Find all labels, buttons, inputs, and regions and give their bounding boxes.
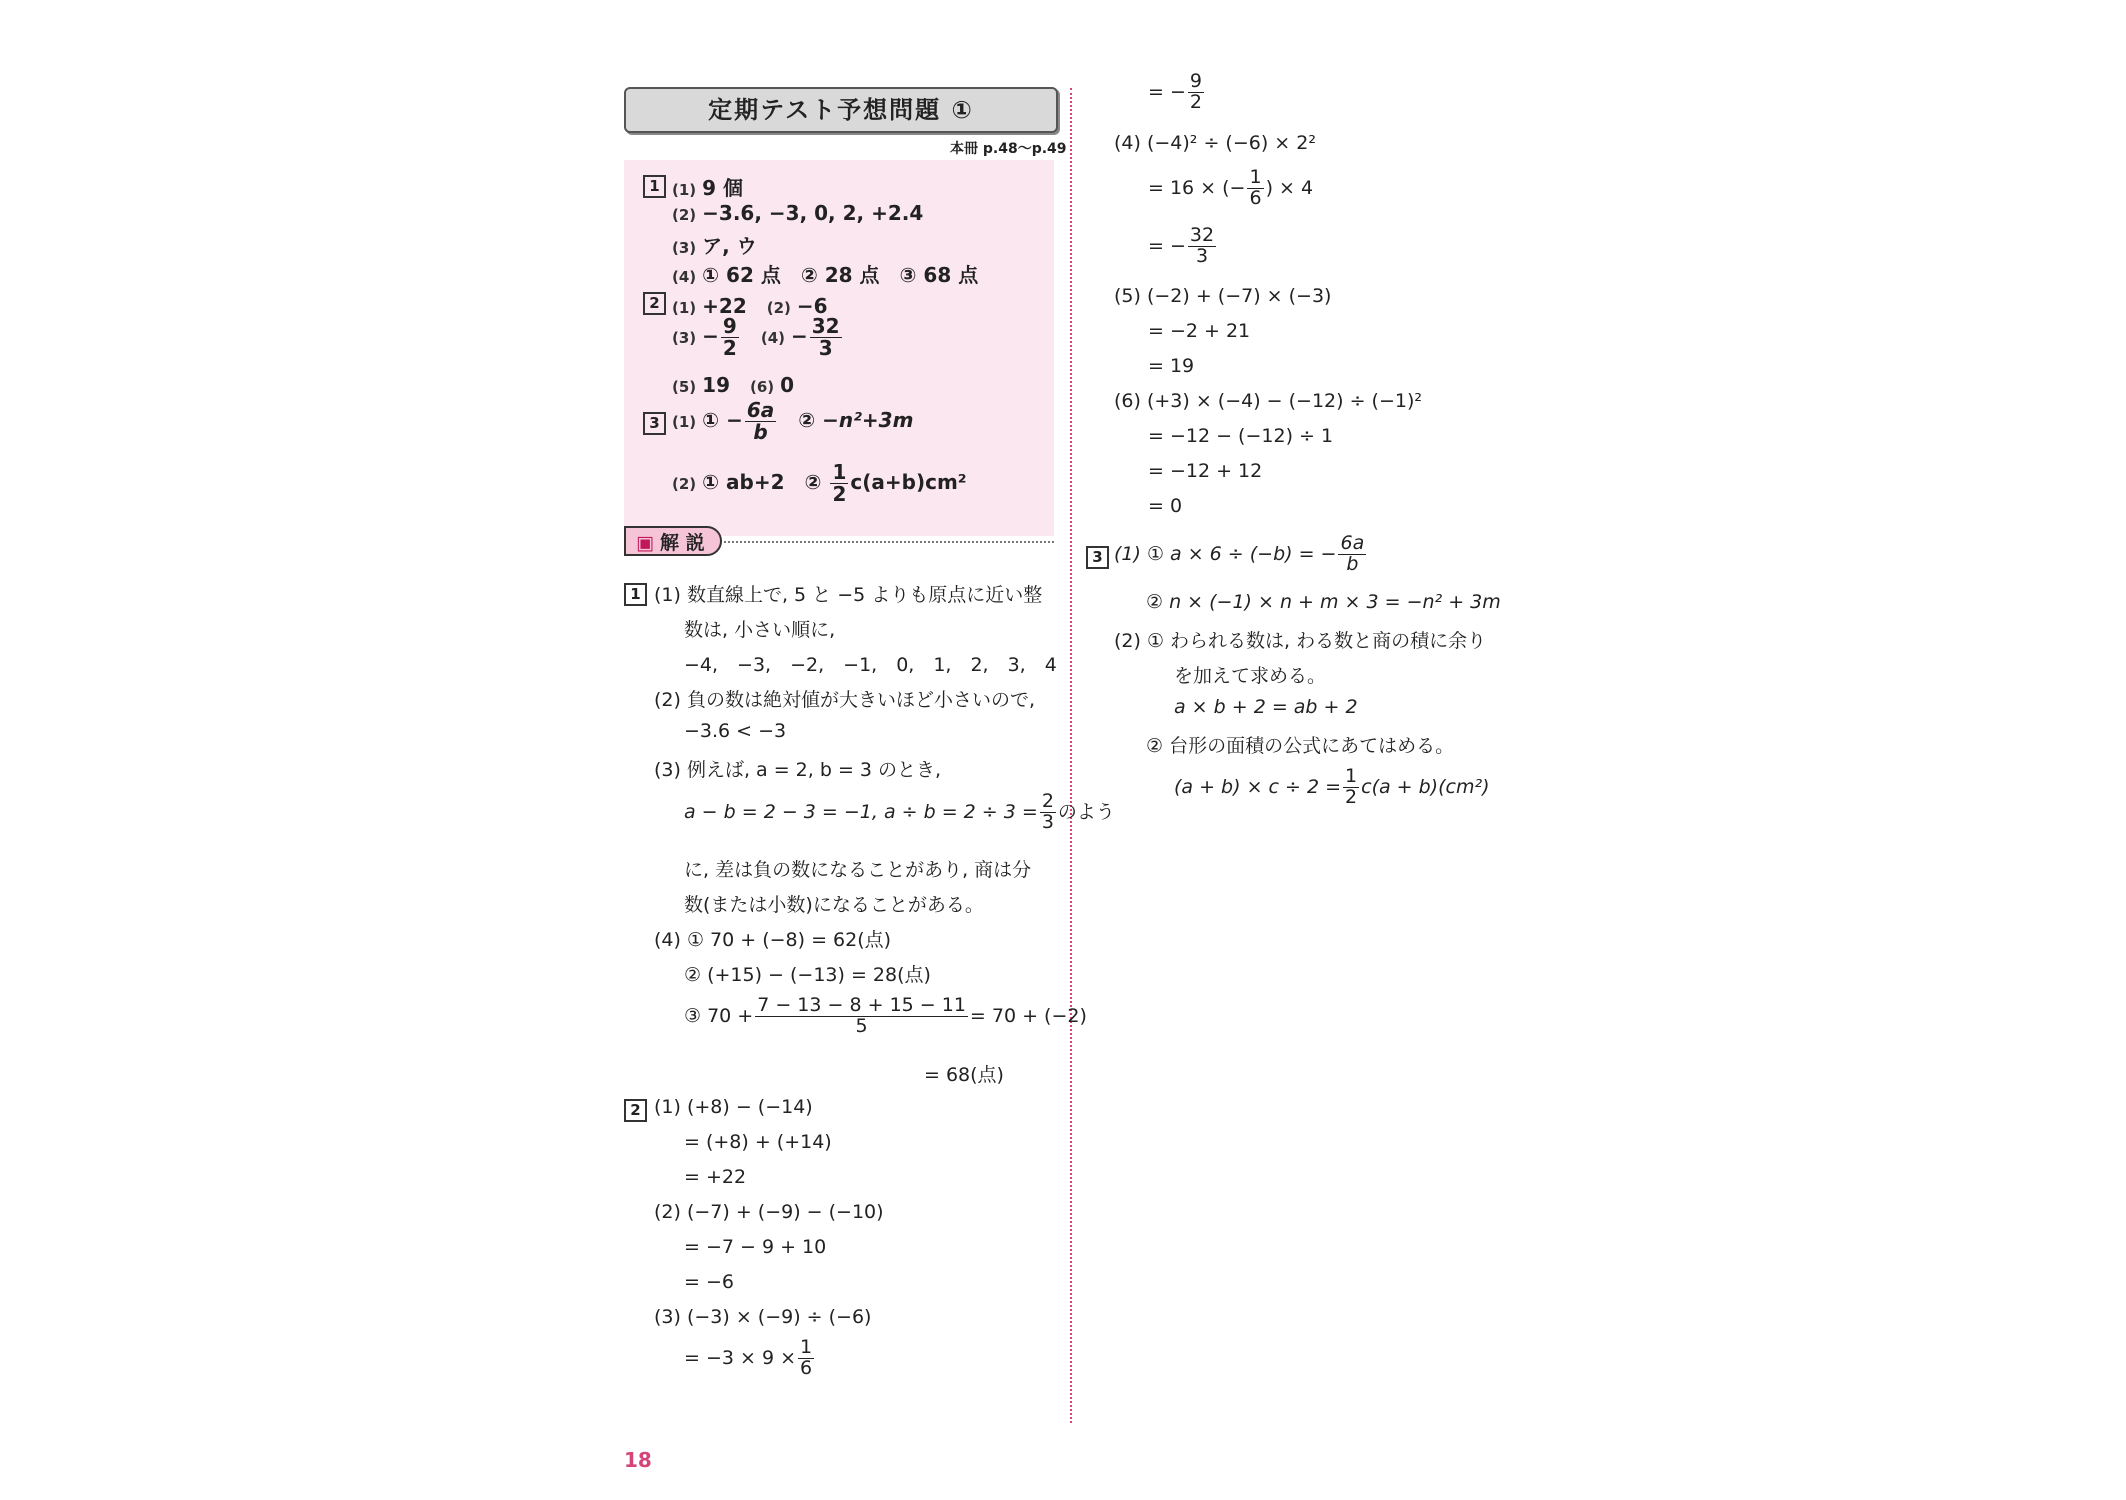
exp-line: = 0 (1148, 495, 1183, 517)
exp-line: ② n × (−1) × n + m × 3 = −n² + 3m (1146, 591, 1501, 613)
question-number-3: 3 (643, 412, 666, 435)
exp-line: = +22 (684, 1166, 747, 1188)
answer-3-2: (2) ① ab+2 ② $\frac{1}{2}$ c(a+b)cm² (672, 460, 967, 506)
page-number: 18 (624, 1448, 652, 1472)
exp-line: −3.6 < −3 (684, 720, 787, 742)
exp-line: = − $\frac{32}{3}$ (1148, 224, 1215, 267)
question-number-2: 2 (643, 292, 666, 315)
answer-1-1: (1) 9 個 (672, 176, 744, 200)
exp-line: = − $\frac{9}{2}$ (1148, 70, 1202, 113)
exp-line: = −12 + 12 (1148, 460, 1263, 482)
exp-line: (2) ① わられる数は, わる数と商の積に余り (1114, 630, 1487, 652)
exp-line: (1) ① a × 6 ÷ (−b) = − $\frac{6a}{b}$ (1114, 532, 1365, 575)
answer-1-4: (4) ① 62 点 ② 28 点 ③ 68 点 (672, 263, 979, 287)
exp-line: = −2 + 21 (1148, 320, 1251, 342)
explanation-number-1: 1 (624, 583, 647, 606)
answer-2-5-6: (5) 19 (6) 0 (672, 373, 795, 397)
exp-line: = −6 (684, 1271, 734, 1293)
exp-line: ② 台形の面積の公式にあてはめる。 (1146, 735, 1455, 757)
column-divider (1070, 88, 1072, 1423)
explanation-label: ▣ 解 説 (624, 526, 722, 556)
exp-line: (1) 数直線上で, 5 と −5 よりも原点に近い整 (654, 584, 1043, 606)
exp-line: (3) 例えば, a = 2, b = 3 のとき, (654, 759, 942, 781)
answer-3-1: (1) ① − $\frac{6a}{b}$ ② −n²+3m (672, 398, 914, 444)
exp-line: (2) 負の数は絶対値が大きいほど小さいので, (654, 689, 1035, 711)
answer-1-3: (3) ア, ウ (672, 234, 757, 258)
section-divider (724, 541, 1054, 543)
exp-line: = (+8) + (+14) (684, 1131, 832, 1153)
exp-line: を加えて求める。 (1174, 665, 1327, 687)
exp-line: 数(または小数)になることがある。 (684, 894, 984, 916)
exp-line: = −7 − 9 + 10 (684, 1236, 827, 1258)
exp-line: = 19 (1148, 355, 1195, 377)
exp-line: 数は, 小さい順に, (684, 619, 836, 641)
book-icon: ▣ (636, 532, 654, 554)
exp-line: に, 差は負の数になることがあり, 商は分 (684, 859, 1032, 881)
page-title: 定期テスト予想問題 ① (624, 87, 1058, 133)
answer-2-3-4: (3) − $\frac{9}{2}$ (4) − $\frac{32}{3}$ (672, 314, 840, 360)
exp-line: ③ 70 + $\frac{7 - 13 - 8 + 15 - 11}{5}$ = 70 + (−2) (684, 994, 1087, 1037)
exp-line: a × b + 2 = ab + 2 (1174, 696, 1358, 718)
question-number-1: 1 (643, 175, 666, 198)
explanation-number-3: 3 (1086, 546, 1109, 569)
answer-1-2: (2) −3.6, −3, 0, 2, +2.4 (672, 201, 924, 225)
exp-line: (5) (−2) + (−7) × (−3) (1114, 285, 1332, 307)
exp-line: ② (+15) − (−13) = 28(点) (684, 964, 931, 986)
answer-2-1-2: (1) +22 (2) −6 (672, 294, 828, 318)
exp-line: (a + b) × c ÷ 2 = $\frac{1}{2}$ c(a + b)(cm²) (1174, 765, 1490, 808)
exp-line: = 68(点) (924, 1064, 1004, 1086)
exp-line: a − b = 2 − 3 = −1, a ÷ b = 2 ÷ 3 = $\frac{2}{3}$ のよう (684, 790, 1115, 833)
exp-line: (2) (−7) + (−9) − (−10) (654, 1201, 884, 1223)
exp-line: (4) (−4)² ÷ (−6) × 2² (1114, 132, 1316, 154)
exp-line: (6) (+3) × (−4) − (−12) ÷ (−1)² (1114, 390, 1422, 412)
exp-line: (4) ① 70 + (−8) = 62(点) (654, 929, 892, 951)
exp-line: (3) (−3) × (−9) ÷ (−6) (654, 1306, 872, 1328)
explanation-number-2: 2 (624, 1099, 647, 1122)
exp-line: = 16 × (− $\frac{1}{6}$ ) × 4 (1148, 166, 1314, 209)
exp-line: = −3 × 9 × $\frac{1}{6}$ (684, 1336, 813, 1379)
page-reference: 本冊 p.48〜p.49 (950, 141, 1067, 157)
exp-line: −4, −3, −2, −1, 0, 1, 2, 3, 4 (684, 654, 1057, 676)
exp-line: (1) (+8) − (−14) (654, 1096, 813, 1118)
exp-line: = −12 − (−12) ÷ 1 (1148, 425, 1334, 447)
